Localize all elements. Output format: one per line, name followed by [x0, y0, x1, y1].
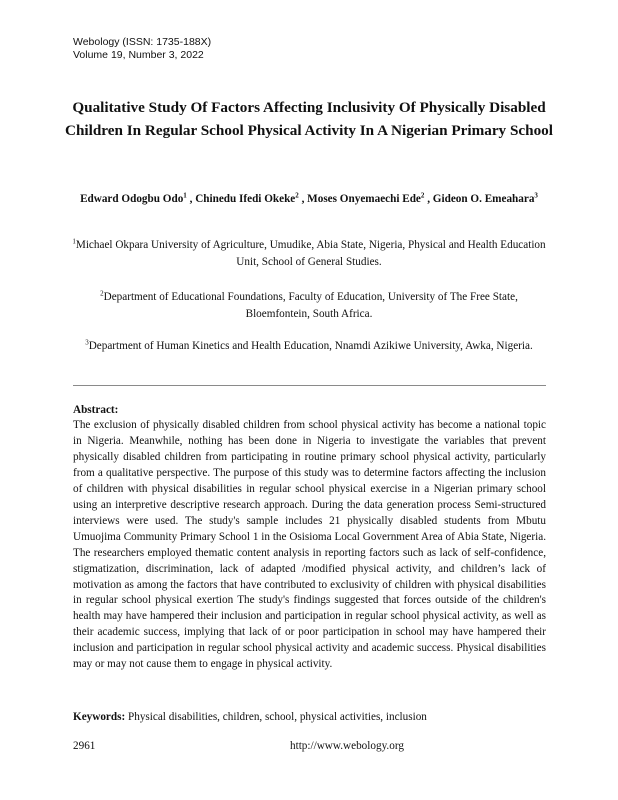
affiliation-text: Department of Human Kinetics and Health Education, Nnamdi Azikiwe University, Awka, Nigeria.	[88, 340, 533, 352]
affiliation-text: Michael Okpara University of Agriculture, Umudike, Abia State, Nigeria, Physical and Health Education Unit, School of General Studies.	[75, 239, 546, 268]
author-separator: ,	[298, 193, 308, 205]
affiliation-3	[70, 338, 548, 355]
affiliation-mark: 1	[72, 237, 76, 246]
journal-header	[73, 36, 211, 62]
footer-url: http://www.webology.org	[290, 740, 404, 752]
author-name: Moses Onyemaechi Ede	[307, 193, 421, 205]
author-separator: ,	[186, 193, 196, 205]
keywords-text: Physical disabilities, children, school, physical activities, inclusion	[125, 711, 427, 723]
author-affiliation-mark: 2	[295, 191, 299, 200]
paper-title: Qualitative Study Of Factors Affecting Inclusivity Of Physically Disabled Children In Regular School Physical Activity In A Nigerian Primary School	[65, 99, 553, 139]
affiliation-2	[70, 289, 548, 322]
affiliation-mark: 3	[85, 338, 89, 347]
author-affiliation-mark: 1	[183, 191, 187, 200]
affiliation-mark: 2	[100, 289, 104, 298]
journal-volume: Volume 19, Number 3, 2022	[73, 49, 204, 61]
journal-name: Webology (ISSN: 1735-188X)	[73, 36, 212, 48]
keywords-label: Keywords:	[73, 711, 126, 723]
author-name: Chinedu Ifedi Okeke	[195, 193, 296, 205]
page-number: 2961	[73, 740, 96, 752]
author-list	[60, 191, 558, 207]
abstract-text: The exclusion of physically disabled children from school physical activity has become a national topic in Nigeria. Meanwhile, nothing has been done in Nigeria to investigate the variables that prevent physically disabled children from participating in routine primary school physical activity, particularly from a qualitative perspective. The purpose of this study was to determine factors affecting the inclusion of children with physical disabilities in regular school physical exercise in a Nigerian primary school using an interpretive descriptive research approach. During the data generation process Semi-structured interviews were used. The study's sample includes 21 physically disabled students from Mbutu Umuojima Community Primary School 1 in the Osisioma Local Government Area of Abia State, Nigeria. The researchers employed thematic content analysis in reporting factors such as lack of self-confidence, stigmatization, discrimination, lack of adapted /modified physical activity, and children’s lack of motivation as among the factors that have contributed to exclusivity of children with physical disabilities in regular school physical exertion The study's findings suggested that forces outside of the children's health may have hampered their inclusion and participation in regular school physical activity, as well as their academic success, implying that lack of or poor participation in school may have hampered their inclusion and participation in regular school physical activity and academic success. Physical disabilities may or may not cause them to engage in physical activity.	[73, 419, 546, 671]
affiliation-text: Department of Educational Foundations, Faculty of Education, University of The Free State, Bloemfontein, South Africa.	[103, 291, 518, 320]
author-separator: ,	[424, 193, 433, 205]
abstract-heading: Abstract:	[73, 404, 119, 416]
author-name: Gideon O. Emeahara	[432, 193, 535, 205]
author-affiliation-mark: 3	[534, 191, 538, 200]
keywords	[73, 710, 427, 725]
author-name: Edward Odogbu Odo	[80, 193, 184, 205]
author-affiliation-mark: 2	[420, 191, 425, 200]
affiliation-1	[70, 237, 548, 270]
section-divider	[73, 385, 546, 386]
